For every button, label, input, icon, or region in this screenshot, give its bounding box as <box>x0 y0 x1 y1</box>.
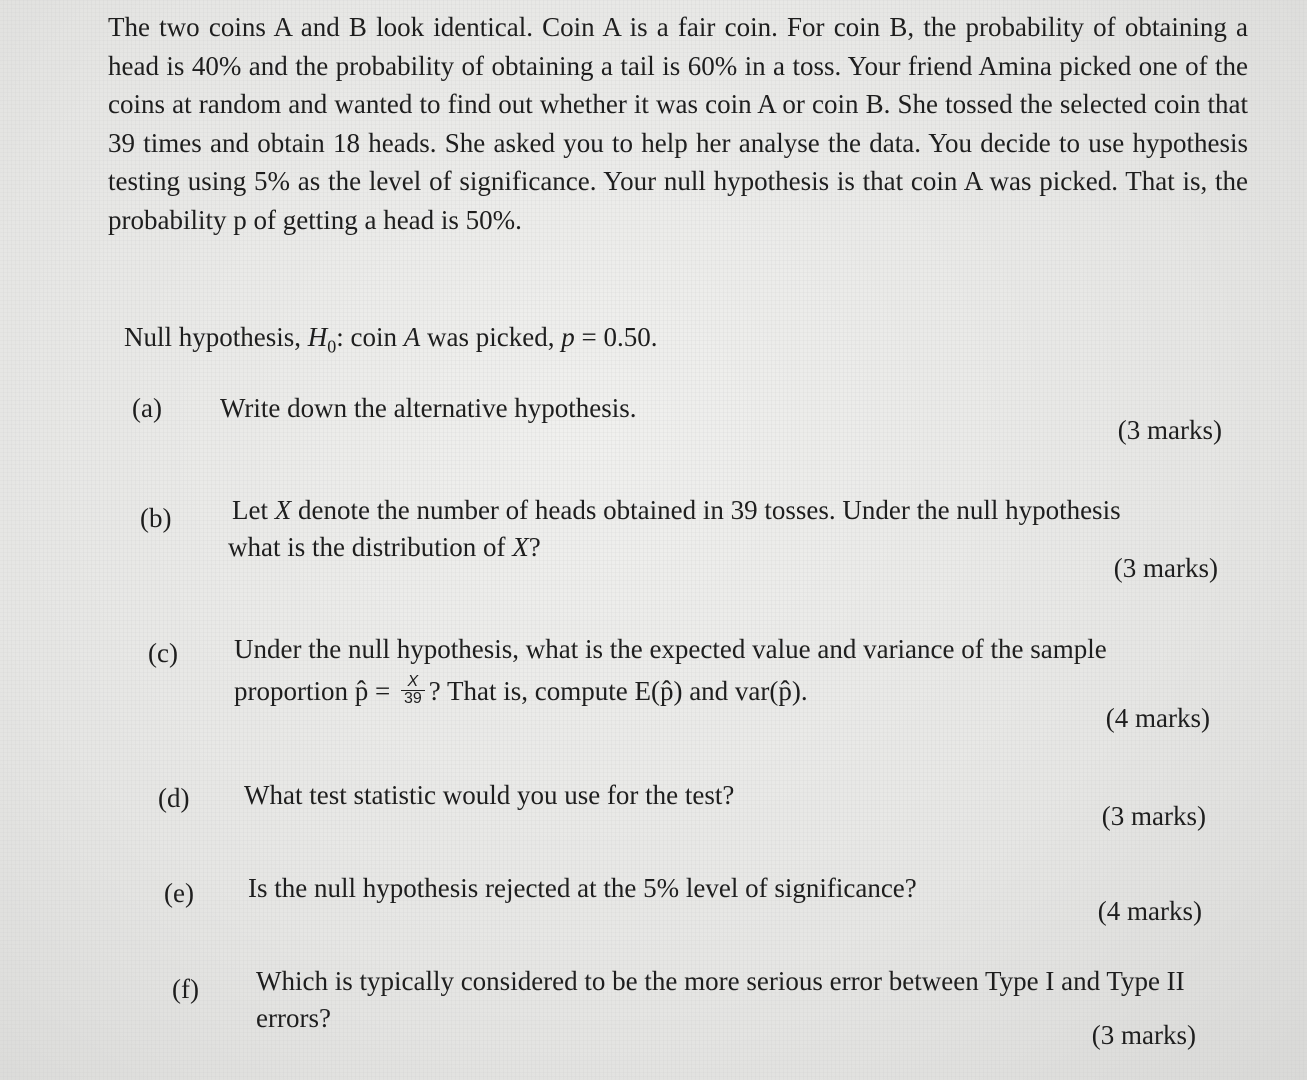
q-b-line1-post: denote the number of heads obtained in 39 tosses. Under the null hypothesis <box>291 495 1121 525</box>
null-hypothesis <box>124 322 657 357</box>
fraction-x-over-39 <box>401 674 425 707</box>
null-text: : coin <box>336 322 404 352</box>
null-symbol: H <box>307 322 328 352</box>
q-f-line2: errors? <box>256 1003 331 1033</box>
null-rest: was picked, <box>420 322 562 352</box>
null-subscript: 0 <box>327 336 337 357</box>
null-value: = 0.50. <box>574 322 658 352</box>
q-c-line2-pre: proportion p̂ = <box>234 676 397 706</box>
q-c-line1: Under the null hypothesis, what is the expected value and variance of the sample <box>234 634 1107 664</box>
q-f-line1: Which is typically considered to be the more serious error between Type I and Type II <box>256 966 1185 996</box>
question-a-text: Write down the alternative hypothesis. <box>220 393 637 423</box>
q-c-line2-post: ? That is, compute E(p̂) and var(p̂). <box>428 676 808 706</box>
fraction-denominator: 39 <box>403 690 422 708</box>
question-c-marks: (4 marks) <box>1105 703 1210 733</box>
question-e-text: Is the null hypothesis rejected at the 5% level of significance? <box>248 873 917 903</box>
question-d-text: What test statistic would you use for the test? <box>244 780 735 810</box>
q-b-line1-pre: Let <box>232 495 275 525</box>
fraction-numerator: X <box>401 674 425 691</box>
q-b-line2-post: ? <box>528 532 541 562</box>
question-b-marks: (3 marks) <box>1113 553 1218 583</box>
question-a-marks: (3 marks) <box>1117 415 1222 445</box>
question-a-label: (a) <box>132 393 162 423</box>
question-e-label: (e) <box>164 878 194 908</box>
q-b-var: X <box>274 495 292 525</box>
question-f-label: (f) <box>172 974 199 1004</box>
question-e-marks: (4 marks) <box>1097 896 1202 926</box>
null-prefix: Null hypothesis, <box>124 322 308 352</box>
null-coin: A <box>403 322 421 352</box>
question-d-marks: (3 marks) <box>1101 801 1206 831</box>
null-p: p <box>561 322 575 352</box>
q-b-line2-pre: what is the distribution of <box>228 532 513 562</box>
q-b-var-2: X <box>512 532 529 562</box>
question-d-label: (d) <box>158 783 190 813</box>
question-c-text <box>234 628 1107 712</box>
question-b-label: (b) <box>140 503 172 533</box>
question-c-label: (c) <box>148 638 178 668</box>
question-f-marks: (3 marks) <box>1091 1020 1196 1050</box>
question-b-text <box>228 492 1121 566</box>
problem-statement: The two coins A and B look identical. Coin A is a fair coin. For coin B, the probability of obtaining a head is 40% and the probability of obtaining a tail is 60% in a toss. Your friend Amina picked one of the coins at random and wanted to find out whether it was coin A or coin B. She tossed the selected coin that 39 times and obtain 18 heads. She asked you to help her analyse the data. You decide to use hypothesis testing using 5% as the level of significance. Your null hypothesis is that coin A was picked. That is, the probability p of getting a head is 50%. <box>108 12 1248 235</box>
